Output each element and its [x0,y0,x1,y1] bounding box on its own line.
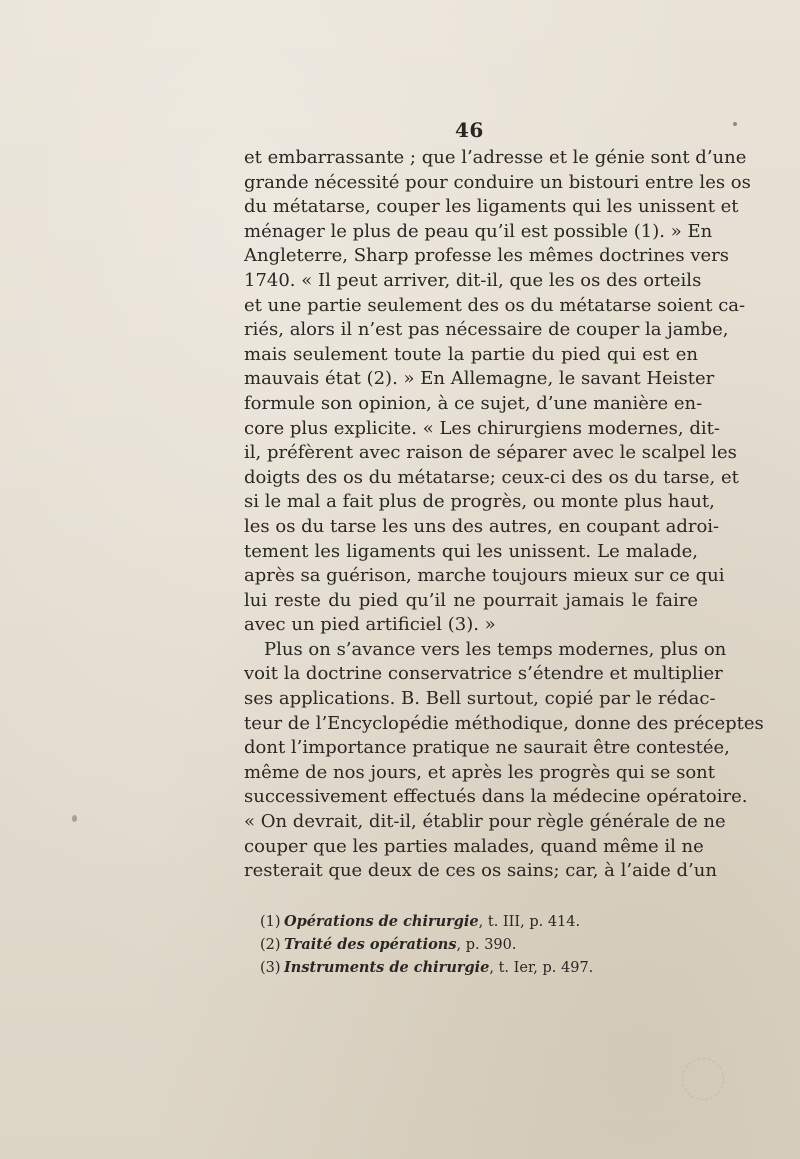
text-line: formule son opinion, à ce sujet, d’une manière en- [244,392,703,414]
text-line: Plus on s’avance vers les temps modernes, plus on [264,638,727,660]
footnote-title: Opérations de chirurgie [284,913,479,930]
text-line: même de nos jours, et après les progrès qui se sont [244,761,715,783]
footnote-title: Instruments de chirurgie [284,959,490,976]
text-line: les os du tarse les uns des autres, en coupant adroi- [244,515,720,537]
text-line: lui reste du pied qu’il ne pourrait jamais le faire [244,589,698,611]
footnote-reference: , t. III, p. 414. [478,914,581,930]
footnote [260,910,680,933]
text-line: voit la doctrine conservatrice s’étendre et multiplier [244,663,723,685]
text-line: du métatarse, couper les ligaments qui les unissent et [244,196,739,218]
footnote-number: (3) [260,960,281,976]
text-line: il, préfèrent avec raison de séparer avec le scalpel les [244,442,737,464]
ink-spot [72,815,77,822]
page-number: 46 [455,118,484,142]
text-line: mauvais état (2). » En Allemagne, le savant Heister [244,368,715,390]
text-line: ménager le plus de peau qu’il est possible (1). » En [244,220,713,242]
ink-spot [733,122,737,126]
text-line: avec un pied artificiel (3). » [244,614,496,636]
text-line: Angleterre, Sharp professe les mêmes doctrines vers [244,245,730,267]
text-line: et embarrassante ; que l’adresse et le génie sont d’une [244,147,747,168]
text-line: riés, alors il n’est pas nécessaire de couper la jambe, [244,319,729,341]
text-line: successivement effectués dans la médecine opératoire. [244,786,748,808]
text-line: core plus explicite. « Les chirurgiens modernes, dit- [244,417,720,439]
footnote-title: Traité des opérations [284,936,457,953]
footnote [260,933,680,956]
footnote [260,956,680,979]
footnote-number: (2) [260,937,281,953]
text-line: dont l’importance pratique ne saurait être contestée, [244,737,730,759]
text-line: ses applications. B. Bell surtout, copié par le rédac- [244,688,716,710]
text-line: grande nécessité pour conduire un bistouri entre les os [244,171,751,193]
footnote-number: (1) [260,914,281,930]
footnote-reference: , p. 390. [456,937,517,953]
text-line: « On devrait, dit-il, établir pour règle générale de ne [244,811,726,833]
faded-stamp [682,1058,724,1100]
text-line: et une partie seulement des os du métatarse soient ca- [244,294,746,316]
footnote-reference: , t. Ier, p. 497. [489,960,594,976]
text-line: mais seulement toute la partie du pied qui est en [244,343,698,365]
text-line: tement les ligaments qui les unissent. Le malade, [244,540,698,562]
footnotes [260,910,680,979]
text-line: doigts des os du métatarse; ceux-ci des os du tarse, et [244,466,739,488]
text-line: après sa guérison, marche toujours mieux sur ce qui [244,565,725,587]
text-line: teur de l’Encyclopédie méthodique, donne des préceptes [244,712,764,734]
text-line: couper que les parties malades, quand même il ne [244,835,704,857]
text-line: 1740. « Il peut arriver, dit-il, que les os des orteils [244,269,702,291]
text-line: resterait que deux de ces os sains; car, à l’aide d’un [244,860,717,882]
body-text [244,146,764,884]
text-line: si le mal a fait plus de progrès, ou monte plus haut, [244,491,715,513]
